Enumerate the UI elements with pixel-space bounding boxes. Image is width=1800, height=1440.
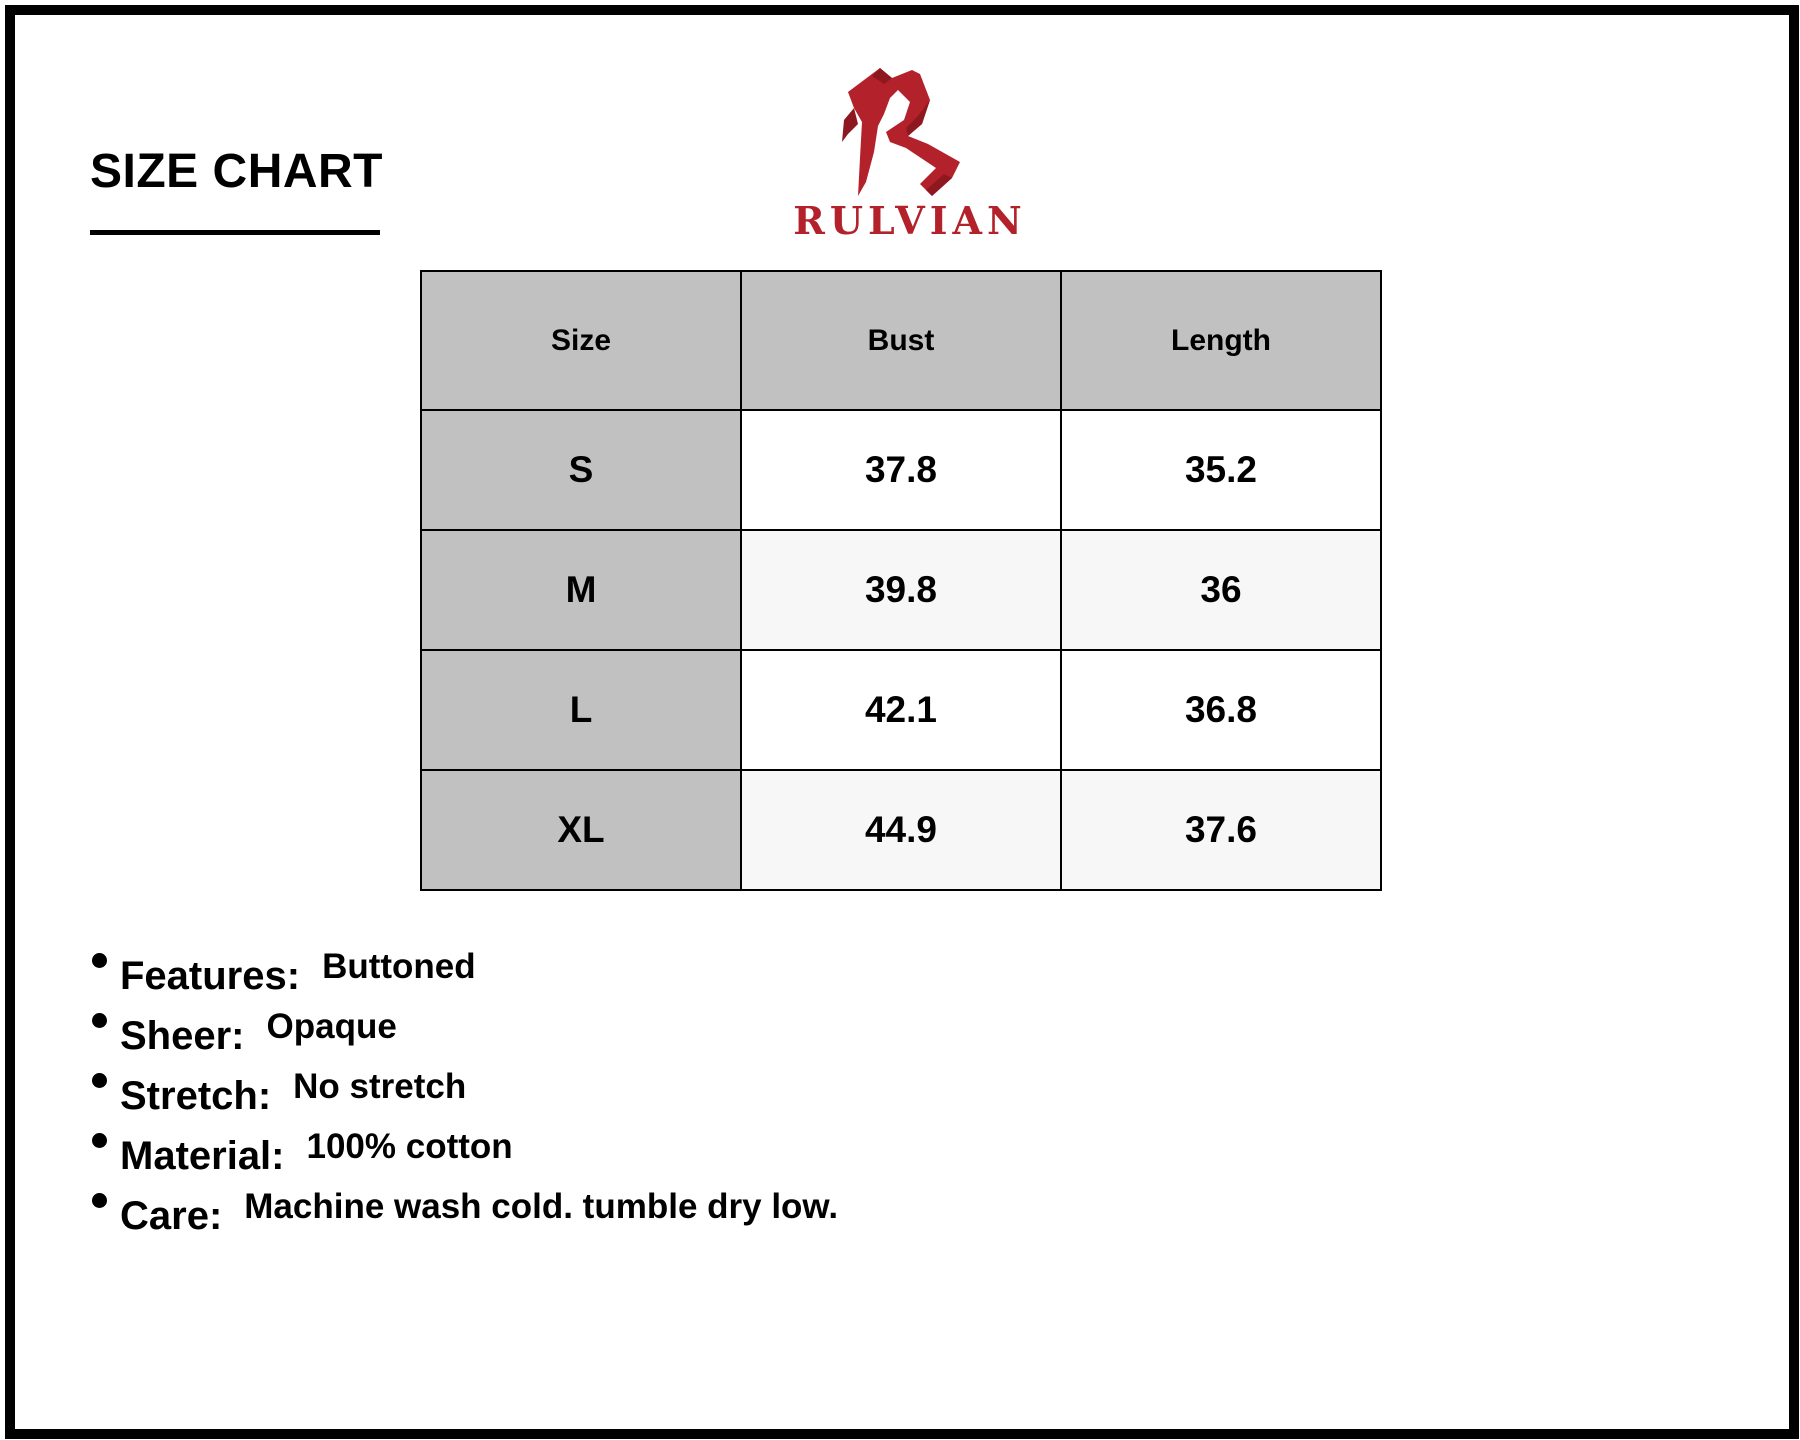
feature-value: Buttoned bbox=[322, 947, 476, 986]
product-features-list bbox=[92, 936, 838, 1236]
bullet-icon bbox=[92, 1193, 107, 1208]
feature-value: Machine wash cold. tumble dry low. bbox=[244, 1187, 839, 1226]
feature-value: No stretch bbox=[293, 1067, 467, 1106]
list-item bbox=[92, 996, 838, 1056]
size-cell: S bbox=[421, 410, 741, 530]
bullet-icon bbox=[92, 1013, 107, 1028]
table-row bbox=[421, 530, 1381, 650]
red-gothic-letter-r-icon bbox=[780, 62, 1040, 202]
bust-cell: 42.1 bbox=[741, 650, 1061, 770]
length-cell: 37.6 bbox=[1061, 770, 1381, 890]
table-row bbox=[421, 650, 1381, 770]
page-title: SIZE CHART bbox=[90, 145, 383, 198]
list-item bbox=[92, 1176, 838, 1236]
feature-label: Material: bbox=[120, 1134, 285, 1178]
feature-label: Features: bbox=[120, 954, 301, 998]
bullet-icon bbox=[92, 1073, 107, 1088]
size-cell: XL bbox=[421, 770, 741, 890]
column-header-length: Length bbox=[1061, 271, 1381, 410]
column-header-bust: Bust bbox=[741, 271, 1061, 410]
brand-name: RULVIAN bbox=[793, 198, 1027, 243]
brand-logo bbox=[780, 62, 1040, 248]
table-row bbox=[421, 770, 1381, 890]
table-row bbox=[421, 410, 1381, 530]
feature-label: Stretch: bbox=[120, 1074, 272, 1118]
feature-value: 100% cotton bbox=[306, 1127, 513, 1166]
title-block bbox=[90, 145, 383, 198]
bullet-icon bbox=[92, 953, 107, 968]
size-cell: L bbox=[421, 650, 741, 770]
list-item bbox=[92, 936, 838, 996]
bust-cell: 37.8 bbox=[741, 410, 1061, 530]
list-item bbox=[92, 1056, 838, 1116]
bust-cell: 39.8 bbox=[741, 530, 1061, 650]
feature-label: Sheer: bbox=[120, 1014, 245, 1058]
feature-value: Opaque bbox=[266, 1007, 397, 1046]
title-underline bbox=[90, 230, 380, 235]
table-header-row bbox=[421, 271, 1381, 410]
column-header-size: Size bbox=[421, 271, 741, 410]
bust-cell: 44.9 bbox=[741, 770, 1061, 890]
length-cell: 36 bbox=[1061, 530, 1381, 650]
feature-label: Care: bbox=[120, 1194, 223, 1238]
bullet-icon bbox=[92, 1133, 107, 1148]
length-cell: 36.8 bbox=[1061, 650, 1381, 770]
length-cell: 35.2 bbox=[1061, 410, 1381, 530]
size-table bbox=[420, 270, 1382, 891]
size-cell: M bbox=[421, 530, 741, 650]
list-item bbox=[92, 1116, 838, 1176]
